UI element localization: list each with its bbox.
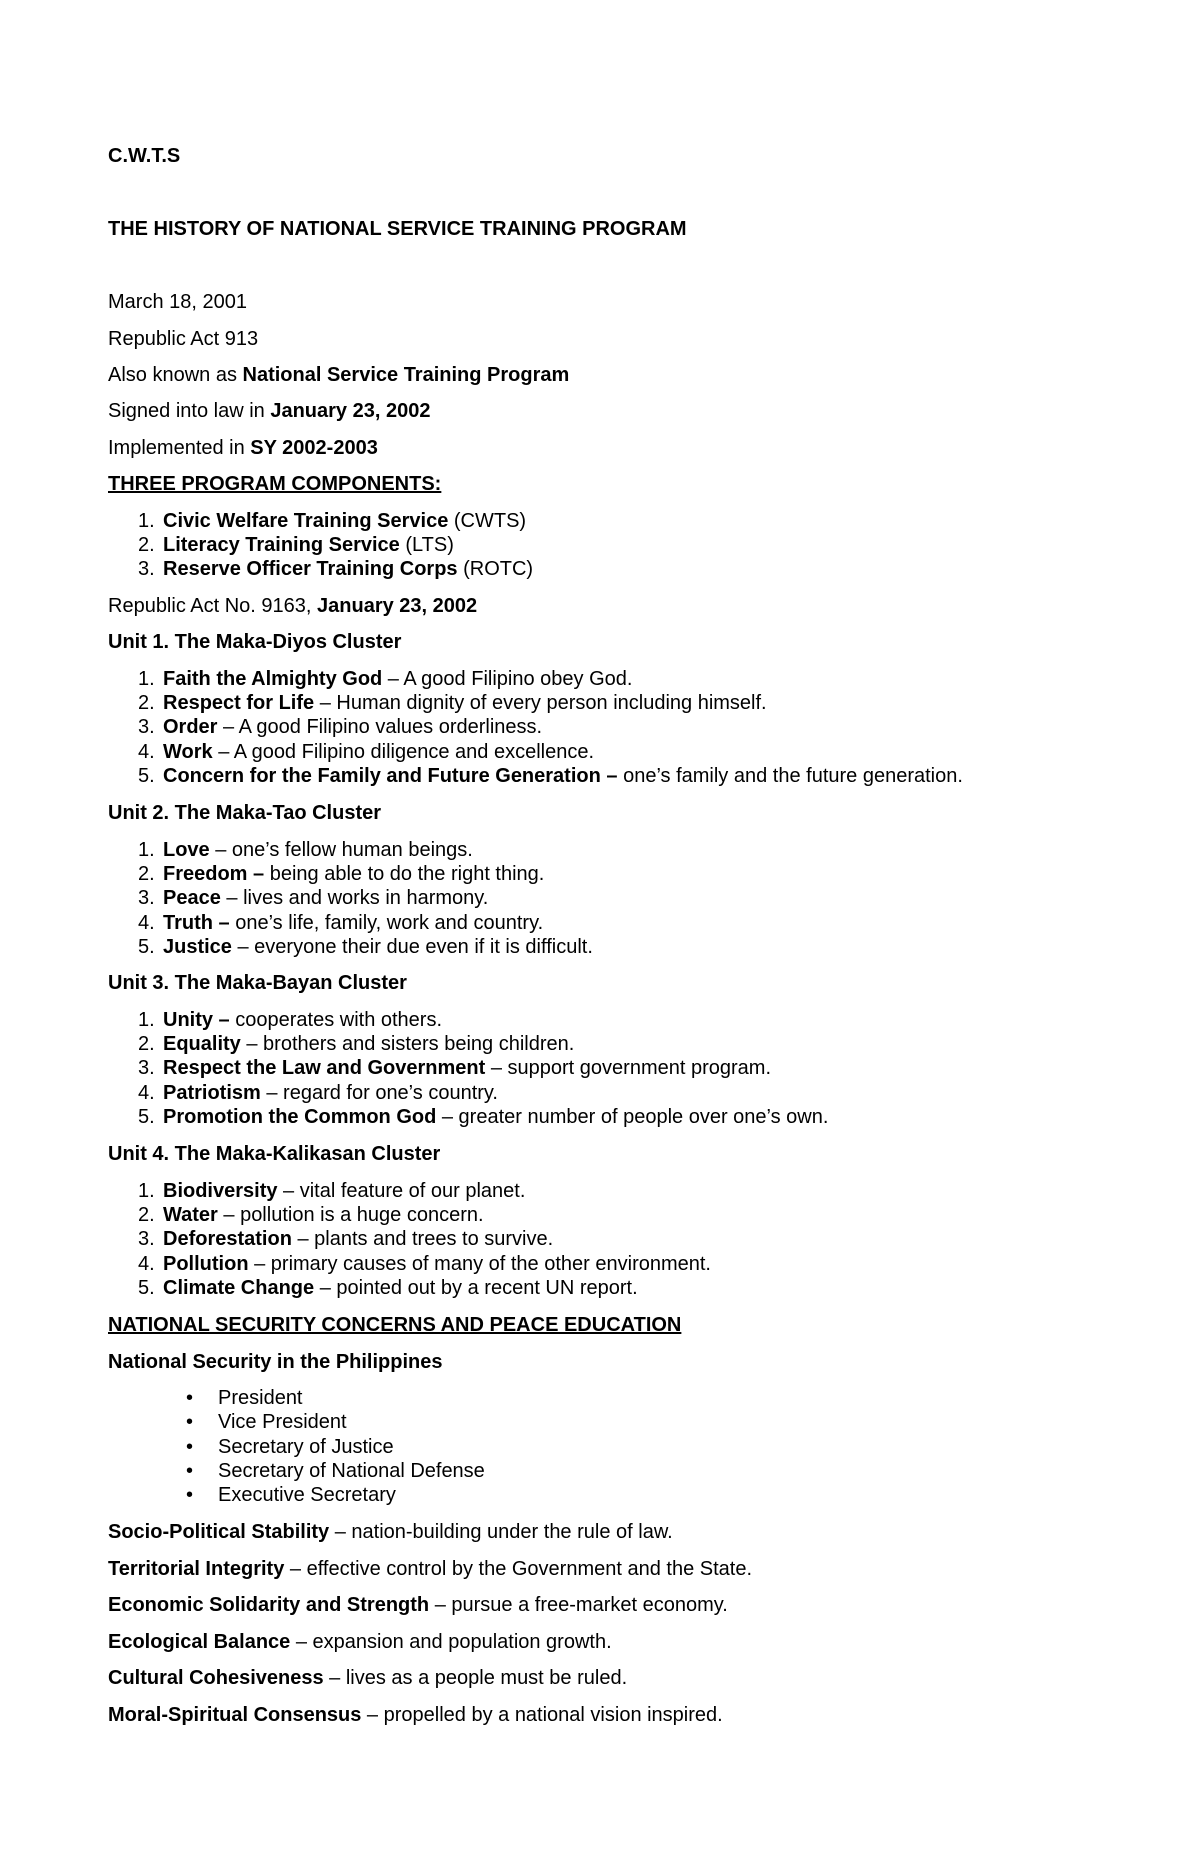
list-text [163, 764, 963, 788]
list-text [163, 667, 632, 691]
impl-prefix: Implemented in [108, 437, 251, 459]
concern-description: – effective control by the Government and the State. [284, 1557, 753, 1580]
list-number: 1. [138, 668, 155, 690]
value-description: – one’s fellow human beings. [209, 839, 473, 861]
list-number: 3. [138, 1057, 155, 1080]
concern-description: – nation-building under the rule of law. [329, 1521, 673, 1543]
value-description: – greater number of people over one’s own. [436, 1105, 829, 1128]
value-description: – regard for one’s country. [260, 1081, 498, 1104]
list-text [163, 1008, 442, 1032]
value-term: Promotion the Common God [163, 1105, 437, 1128]
ra-date: January 23, 2002 [317, 595, 478, 617]
list-number: 1. [138, 510, 155, 532]
list-number: 3. [138, 887, 155, 910]
value-description: – A good Filipino values orderliness. [217, 716, 543, 739]
security-concern [108, 1557, 752, 1581]
list-text [163, 1179, 525, 1203]
component-name: Civic Welfare Training Service [163, 510, 449, 532]
impl-sy: SY 2002-2003 [250, 437, 378, 459]
list-number: 5. [138, 1276, 155, 1299]
concern-term: Economic Solidarity and Strength [108, 1594, 430, 1616]
value-term: Biodiversity [163, 1180, 278, 1202]
value-term: Patriotism [163, 1081, 261, 1104]
concern-term: Moral-Spiritual Consensus [108, 1703, 362, 1726]
value-description: – lives and works in harmony. [220, 887, 489, 910]
value-term: Respect the Law and Government [163, 1057, 486, 1080]
list-text [163, 1056, 771, 1080]
value-description: – A good Filipino obey God. [382, 668, 633, 690]
value-description: – support government program. [485, 1057, 771, 1080]
list-number: 1. [138, 1180, 155, 1202]
value-description: being able to do the right thing. [264, 863, 545, 886]
list-number: 4. [138, 1252, 155, 1275]
list-number: 2. [138, 534, 155, 556]
list-text [163, 935, 593, 959]
list-text [163, 1227, 553, 1251]
component-abbr: (CWTS) [448, 510, 527, 532]
value-description: – brothers and sisters being children. [240, 1033, 575, 1056]
value-description: – plants and trees to survive. [291, 1228, 554, 1251]
list-text [163, 886, 488, 910]
intro-signed [108, 399, 430, 423]
security-heading: NATIONAL SECURITY CONCERNS AND PEACE EDUCATION [108, 1314, 682, 1336]
member-label: President [218, 1387, 303, 1409]
ra-prefix: Republic Act No. 9163, [108, 595, 318, 617]
value-term: Love [163, 839, 210, 861]
bullet-icon: • [186, 1435, 194, 1458]
list-number: 4. [138, 911, 155, 934]
component-abbr: (LTS) [399, 534, 454, 556]
list-number: 3. [138, 558, 155, 580]
value-term: Water [163, 1204, 218, 1227]
value-term: Concern for the Family and Future Generation – [163, 764, 618, 787]
value-term: Peace [163, 887, 221, 910]
value-description: – vital feature of our planet. [277, 1180, 526, 1202]
list-text [163, 740, 594, 764]
value-description: – pointed out by a recent UN report. [314, 1276, 638, 1299]
security-concern [108, 1630, 612, 1654]
list-number: 4. [138, 740, 155, 763]
bullet-icon: • [186, 1484, 194, 1507]
bullet-icon: • [186, 1387, 194, 1409]
security-concern [108, 1593, 728, 1617]
value-term: Justice [163, 935, 232, 958]
list-text [163, 1081, 498, 1105]
signed-date: January 23, 2002 [270, 400, 431, 422]
list-text [163, 1252, 711, 1276]
value-term: Deforestation [163, 1228, 292, 1251]
component-abbr: (ROTC) [457, 558, 534, 580]
member-label: Secretary of Justice [218, 1435, 394, 1458]
list-number: 1. [138, 839, 155, 861]
list-text [163, 1276, 638, 1300]
concern-term: Socio-Political Stability [108, 1521, 330, 1543]
unit-heading: Unit 2. The Maka-Tao Cluster [108, 802, 382, 824]
list-number: 5. [138, 935, 155, 958]
value-description: – Human dignity of every person including himself. [314, 692, 767, 715]
value-term: Freedom – [163, 863, 265, 886]
list-text [163, 911, 543, 935]
value-term: Pollution [163, 1252, 249, 1275]
list-text [163, 838, 473, 862]
security-concern [108, 1666, 627, 1690]
security-concern [108, 1703, 723, 1727]
unit-heading: Unit 3. The Maka-Bayan Cluster [108, 972, 407, 994]
list-number: 2. [138, 1204, 155, 1227]
member-label: Vice President [218, 1411, 347, 1434]
value-description: – A good Filipino diligence and excellence. [212, 740, 595, 763]
member-label: Secretary of National Defense [218, 1459, 485, 1482]
value-description: – pollution is a huge concern. [217, 1204, 484, 1227]
component-name: Literacy Training Service [163, 534, 400, 556]
republic-act-line [108, 594, 477, 618]
intro-aka [108, 363, 569, 387]
bullet-icon: • [186, 1411, 194, 1434]
list-text [163, 1203, 484, 1227]
list-number: 5. [138, 1105, 155, 1128]
value-term: Equality [163, 1033, 241, 1056]
value-term: Order [163, 716, 218, 739]
security-concern [108, 1520, 673, 1544]
list-number: 2. [138, 692, 155, 715]
list-number: 4. [138, 1081, 155, 1104]
aka-prefix: Also known as [108, 364, 243, 386]
value-description: cooperates with others. [229, 1009, 443, 1031]
concern-term: Ecological Balance [108, 1630, 291, 1653]
value-term: Unity – [163, 1009, 230, 1031]
document-title: THE HISTORY OF NATIONAL SERVICE TRAINING PROGRAM [108, 218, 687, 240]
list-text [163, 1105, 828, 1129]
concern-term: Cultural Cohesiveness [108, 1667, 324, 1689]
value-term: Faith the Almighty God [163, 668, 383, 690]
concern-description: – pursue a free-market economy. [429, 1594, 728, 1616]
list-number: 3. [138, 716, 155, 739]
value-term: Climate Change [163, 1276, 315, 1299]
intro-act: Republic Act 913 [108, 328, 259, 350]
value-term: Work [163, 740, 213, 763]
concern-description: – expansion and population growth. [290, 1630, 612, 1653]
list-text [163, 1032, 574, 1056]
list-number: 2. [138, 863, 155, 886]
member-label: Executive Secretary [218, 1484, 396, 1507]
intro-date: March 18, 2001 [108, 291, 247, 313]
concern-description: – lives as a people must be ruled. [323, 1667, 628, 1689]
unit-heading: Unit 1. The Maka-Diyos Cluster [108, 631, 402, 653]
list-number: 3. [138, 1228, 155, 1251]
list-number: 2. [138, 1033, 155, 1056]
components-heading: THREE PROGRAM COMPONENTS: [108, 473, 442, 495]
concern-term: Territorial Integrity [108, 1557, 285, 1580]
signed-prefix: Signed into law in [108, 400, 271, 422]
security-subheading: National Security in the Philippines [108, 1351, 443, 1373]
concern-description: – propelled by a national vision inspired. [361, 1703, 723, 1726]
list-text [163, 691, 767, 715]
list-number: 5. [138, 764, 155, 787]
value-description: – everyone their due even if it is difficult. [231, 935, 593, 958]
component-name: Reserve Officer Training Corps [163, 558, 458, 580]
aka-name: National Service Training Program [242, 364, 570, 386]
value-description: one’s family and the future generation. [617, 764, 963, 787]
intro-implemented [108, 436, 378, 460]
unit-heading: Unit 4. The Maka-Kalikasan Cluster [108, 1143, 441, 1165]
value-term: Respect for Life [163, 692, 315, 715]
list-number: 1. [138, 1009, 155, 1031]
value-description: one’s life, family, work and country. [229, 911, 544, 934]
value-term: Truth – [163, 911, 230, 934]
bullet-icon: • [186, 1459, 194, 1482]
list-text [163, 715, 542, 739]
list-text [163, 862, 544, 886]
course-code: C.W.T.S [108, 145, 181, 167]
value-description: – primary causes of many of the other environment. [248, 1252, 711, 1275]
